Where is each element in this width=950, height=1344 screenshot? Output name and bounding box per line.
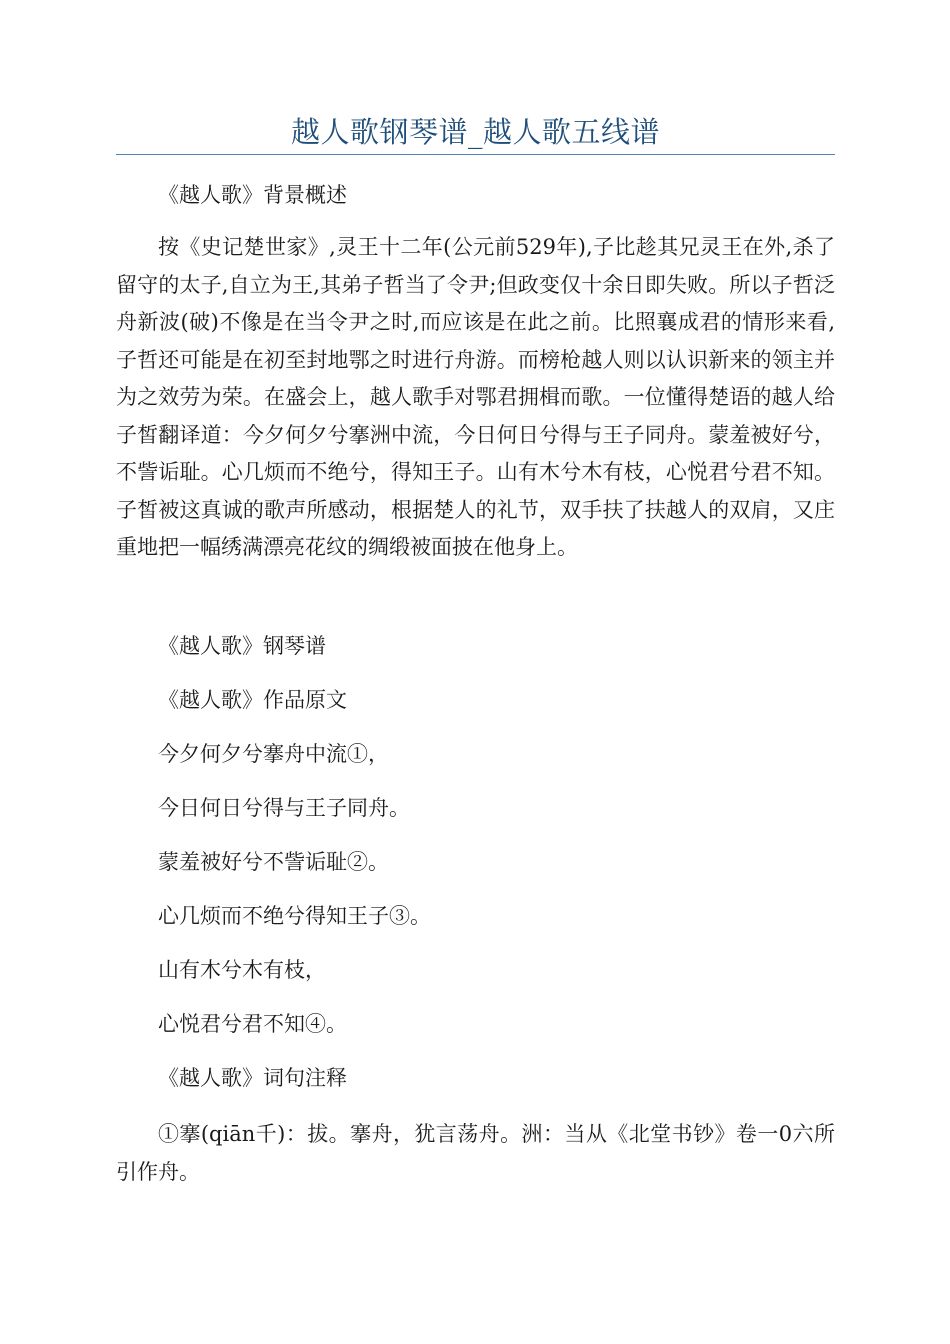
heading-background: 《越人歌》背景概述 bbox=[158, 183, 347, 207]
poem-line: 今夕何夕兮搴舟中流①， bbox=[158, 742, 389, 766]
poem-line: 山有木兮木有枝， bbox=[158, 958, 326, 982]
heading-original-text: 《越人歌》作品原文 bbox=[158, 688, 347, 712]
poem-line: 蒙羞被好兮不訾诟耻②。 bbox=[158, 850, 389, 874]
heading-piano-score: 《越人歌》钢琴谱 bbox=[158, 634, 326, 658]
poem-line: 心几烦而不绝兮得知王子③。 bbox=[158, 904, 431, 928]
background-paragraph-block bbox=[116, 229, 835, 567]
heading-annotations: 《越人歌》词句注释 bbox=[158, 1066, 347, 1090]
poem-line: 心悦君兮君不知④。 bbox=[158, 1012, 347, 1036]
background-paragraph: 按《史记楚世家》,灵王十二年(公元前529年),子比趁其兄灵王在外,杀了留守的太子,自立为王,其弟子哲当了令尹;但政变仅十余日即失败。所以子哲泛舟新波(破)不像是在当令尹之时,而应该是在此之前。比照襄成君的情形来看,子哲还可能是在初至封地鄂之时进行舟游。而榜枪越人则以认识新来的领主并为之效劳为荣。在盛会上，越人歌手对鄂君拥楫而歌。一位懂得楚语的越人给子皙翻译道：今夕何夕兮搴洲中流，今日何日兮得与王子同舟。蒙羞被好兮，不訾诟耻。心几烦而不绝兮，得知王子。山有木兮木有枝，心悦君兮君不知。子皙被这真诚的歌声所感动，根据楚人的礼节，双手扶了扶越人的双肩，又庄重地把一幅绣满漂亮花纹的绸缎被面披在他身上。 bbox=[116, 235, 835, 559]
annotation-block bbox=[116, 1116, 835, 1191]
page-title: 越人歌钢琴谱_越人歌五线谱 bbox=[290, 115, 660, 149]
poem-line: 今日何日兮得与王子同舟。 bbox=[158, 796, 410, 820]
title-underline bbox=[116, 154, 835, 155]
annotation-note: ①搴(qiān千)：拔。搴舟，犹言荡舟。洲：当从《北堂书钞》卷一0六所引作舟。 bbox=[116, 1122, 835, 1184]
